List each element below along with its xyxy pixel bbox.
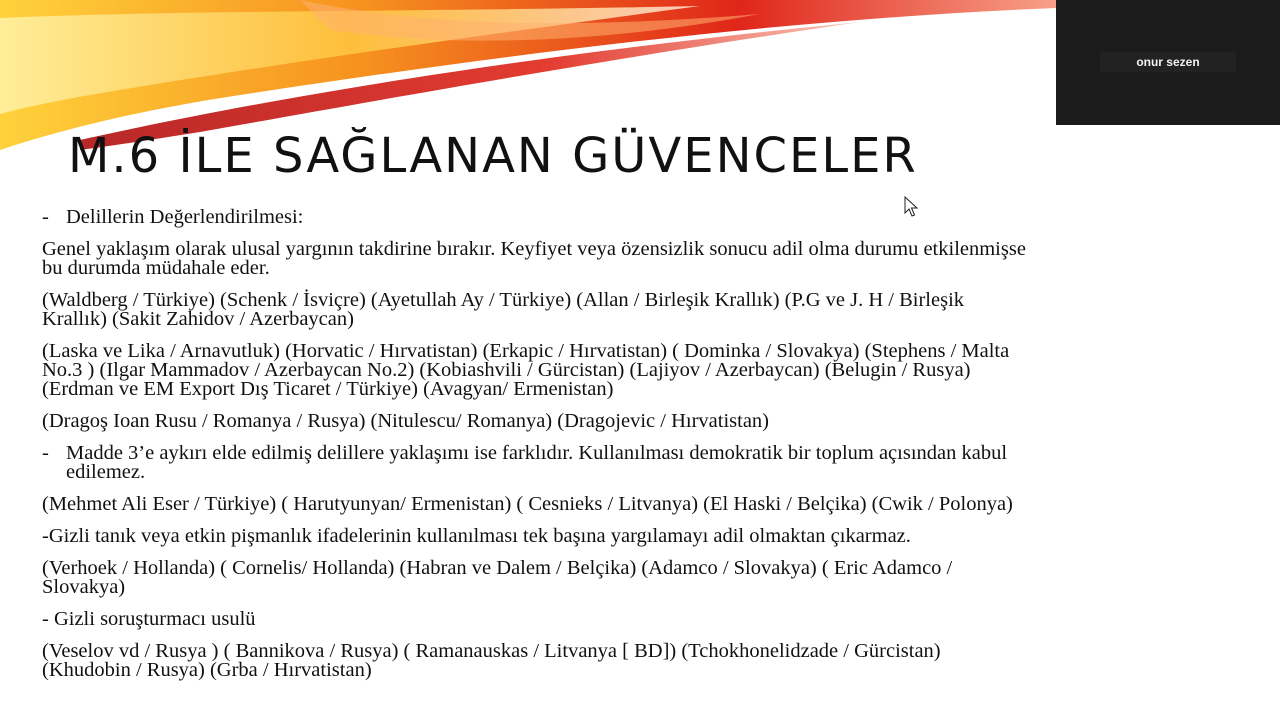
bullet-dash: - — [42, 442, 49, 464]
mouse-cursor-icon — [904, 196, 918, 218]
bullet-item — [42, 208, 1032, 227]
case-list: (Dragoş Ioan Rusu / Romanya / Rusya) (Nitulescu/ Romanya) (Dragojevic / Hırvatistan) — [42, 410, 770, 432]
bullet-text: Madde 3’e aykırı elde edilmiş delillere yaklaşımı ise farklıdır. Kullanılması demokratik bir toplum açısından kabul edilemez. — [66, 442, 1008, 483]
case-list: (Veselov vd / Rusya ) ( Bannikova / Rusya) ( Ramanauskas / Litvanya [ BD]) (Tchokhonelidzade / Gürcistan) (Khudobin / Rusya) (Grba / Hırvatistan) — [42, 640, 941, 681]
participant-video-tile[interactable] — [1056, 0, 1280, 125]
bullet-dash: - — [42, 206, 49, 228]
case-list: (Waldberg / Türkiye) (Schenk / İsviçre) (Ayetullah Ay / Türkiye) (Allan / Birleşik Krallık) (P.G ve J. H / Birleşik Krallık) (Sakit Zahidov / Azerbaycan) — [42, 289, 965, 330]
bullet-text: Delillerin Değerlendirilmesi: — [66, 206, 304, 228]
case-list: (Laska ve Lika / Arnavutluk) (Horvatic / Hırvatistan) (Erkapic / Hırvatistan) ( Dominka / Slovakya) (Stephens / Malta No.3 ) (Ilgar Mammadov / Azerbaycan No.2) (Kobiashvili / Gürcistan) (Lajiyov / Azerbaycan) (Belugin / Rusya) (Erdman ve EM Export Dış Ticaret / Türkiye) (Avagyan/ Ermenistan) — [42, 340, 1010, 400]
slide-title: M.6 İLE SAĞLANAN GÜVENCELER — [68, 128, 918, 184]
slide-body — [42, 208, 1032, 693]
case-list: (Mehmet Ali Eser / Türkiye) ( Harutyunyan/ Ermenistan) ( Cesnieks / Litvanya) (El Haski / Belçika) (Cwik / Polonya) — [42, 493, 1013, 515]
slide-paragraph: -Gizli tanık veya etkin pişmanlık ifadelerinin kullanılması tek başına yargılamayı adil olmaktan çıkarmaz. — [42, 525, 911, 547]
case-list: (Verhoek / Hollanda) ( Cornelis/ Hollanda) (Habran ve Dalem / Belçika) (Adamco / Slovakya) ( Eric Adamco / Slovakya) — [42, 557, 953, 598]
bullet-item — [42, 444, 1032, 482]
slide-paragraph: Genel yaklaşım olarak ulusal yargının takdirine bırakır. Keyfiyet veya özensizlik sonucu adil olma durumu etkilenmişse bu durumda müdahale eder. — [42, 238, 1026, 279]
slide-paragraph: - Gizli soruşturmacı usulü — [42, 608, 256, 630]
participant-name-label: onur sezen — [1100, 52, 1236, 72]
